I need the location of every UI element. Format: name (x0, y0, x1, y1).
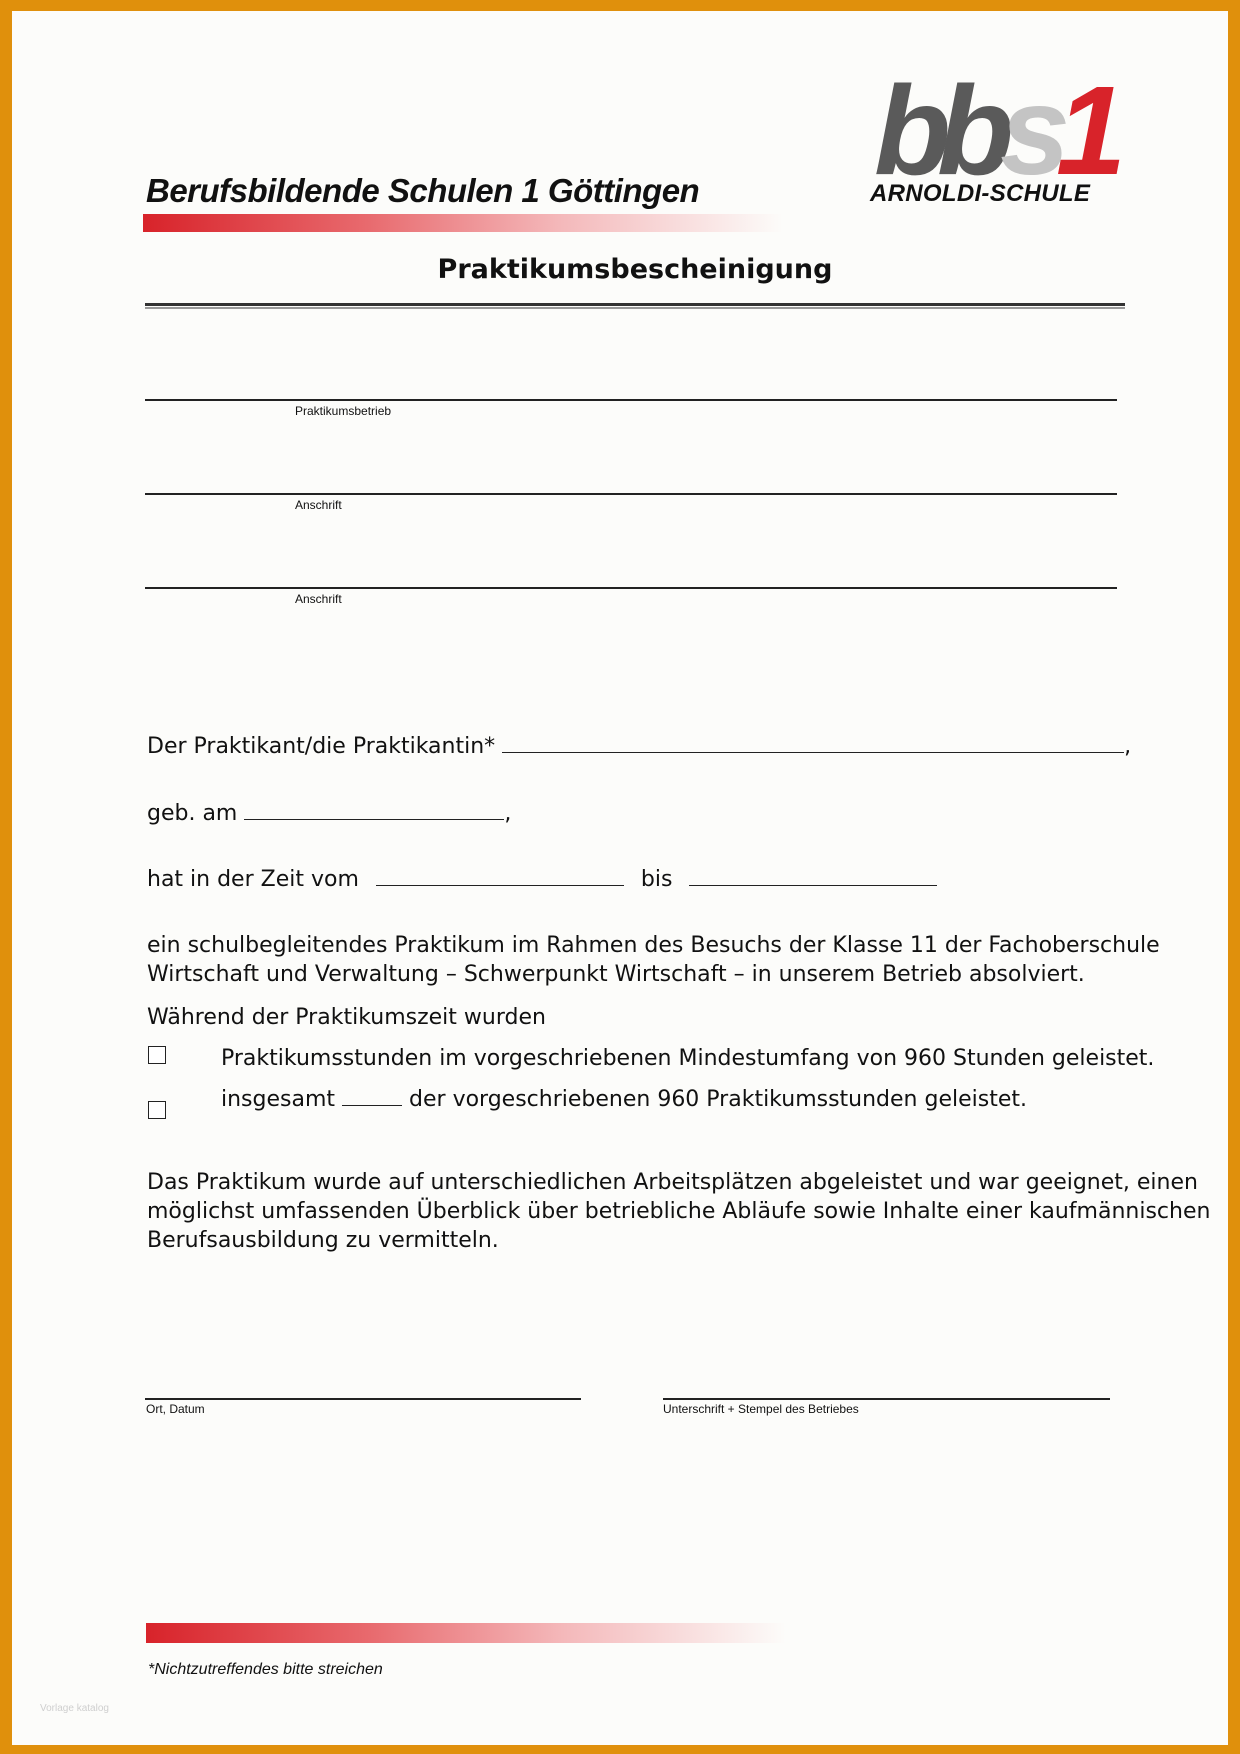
paragraph-2-line-1: Das Praktikum wurde auf unterschiedlichen Arbeitsplätzen abgeleistet und war geeignet, einen (147, 1170, 1198, 1195)
birthdate-row (147, 799, 511, 828)
footnote: *Nichtzutreffendes bitte streichen (148, 1661, 383, 1678)
document-title: Praktikumsbescheinigung (437, 254, 833, 285)
intern-name-field[interactable] (502, 732, 1124, 753)
option-2-suffix: der vorgeschriebenen 960 Praktikumsstunden geleistet. (409, 1087, 1027, 1112)
company-address-field-2[interactable] (145, 587, 1117, 589)
place-date-field[interactable] (145, 1398, 581, 1400)
born-label: geb. am (147, 801, 238, 826)
during-label: Während der Praktikumszeit wurden (147, 1005, 546, 1030)
paragraph-1-line-2: Wirtschaft und Verwaltung – Schwerpunkt Wirtschaft – in unserem Betrieb absolviert. (147, 962, 1085, 987)
paragraph-2-line-2: möglichst umfassenden Überblick über betriebliche Abläufe sowie Inhalte einer kaufmännischen (147, 1199, 1211, 1224)
period-start-field[interactable] (376, 865, 624, 886)
option-2-prefix: insgesamt (221, 1087, 336, 1112)
option-1-checkbox[interactable] (148, 1046, 166, 1064)
comma: , (504, 801, 512, 826)
header-gradient-bar (143, 214, 783, 232)
signature-caption: Unterschrift + Stempel des Betriebes (663, 1402, 859, 1416)
option-2-checkbox[interactable] (148, 1101, 166, 1119)
company-name-field[interactable] (145, 399, 1117, 401)
period-row (147, 865, 937, 894)
paragraph-1-line-1: ein schulbegleitendes Praktikum im Rahmen des Besuchs der Klasse 11 der Fachoberschule (147, 933, 1160, 958)
footer-gradient-bar (146, 1623, 786, 1643)
intern-label: Der Praktikant/die Praktikantin* (147, 734, 496, 759)
school-name: Berufsbildende Schulen 1 Göttingen (146, 172, 700, 209)
company-name-caption: Praktikumsbetrieb (295, 404, 392, 418)
svg-text:bbs1: bbs1 (874, 72, 1113, 201)
title-divider-shadow (145, 307, 1125, 309)
option-1-text: Praktikumsstunden im vorgeschriebenen Mindestumfang von 960 Stunden geleistet. (221, 1046, 1155, 1071)
comma: , (1124, 734, 1132, 759)
hours-field[interactable] (342, 1085, 402, 1106)
signature-field[interactable] (663, 1398, 1110, 1400)
intern-row (147, 732, 1131, 761)
address-caption-2: Anschrift (295, 592, 342, 606)
birthdate-field[interactable] (244, 799, 504, 820)
logo-subtitle: ARNOLDI-SCHULE (870, 180, 1091, 207)
place-date-caption: Ort, Datum (146, 1402, 205, 1416)
title-divider (145, 303, 1125, 306)
option-2-row (221, 1085, 1027, 1114)
company-address-field-1[interactable] (145, 493, 1117, 495)
paragraph-2-line-3: Berufsausbildung zu vermitteln. (147, 1228, 499, 1253)
period-label: hat in der Zeit vom (147, 867, 359, 892)
period-end-field[interactable] (689, 865, 937, 886)
period-until-label: bis (640, 867, 673, 892)
address-caption-1: Anschrift (295, 498, 342, 512)
watermark: Vorlage katalog (40, 1703, 109, 1714)
